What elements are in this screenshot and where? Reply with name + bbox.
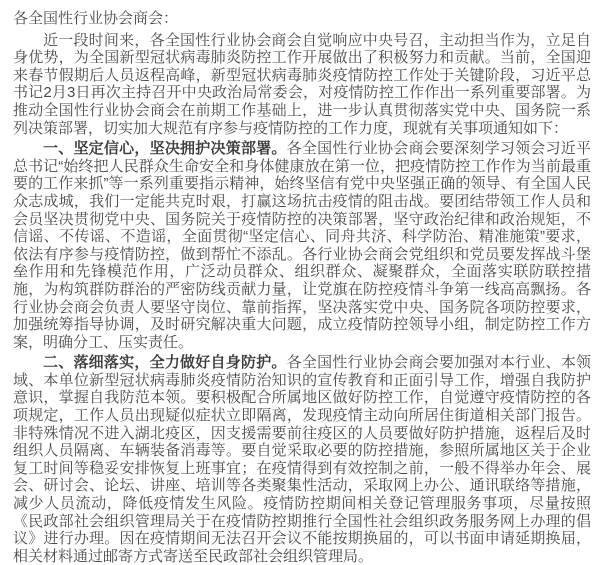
intro-paragraph: 近一段时间来，各全国性行业协会商会自觉响应中央号召，主动担当作为，立足自身优势，为全国新型冠状病毒肺炎防控工作开展做出了积极努力和贡献。当前，全国迎来春节假期后人员返程高峰，新型冠状病毒肺炎疫情防控工作处于关键阶段，习近平总书记2月3日再次主持召开中央政治局常委会，对疫情防控工作作出一系列重要部署。为推动全国性行业协会商会在前期工作基础上，进一步认真贯彻落实党中央、国务院一系列决策部署，切实加大规范有序参与疫情防控的工作力度，现就有关事项通知如下： [13, 31, 591, 137]
section-1-body: 各全国性行业协会商会要深刻学习领会习近平总书记“始终把人民群众生命安全和身体健康放在第一位，把疫情防控工作作为当前最重要的工作来抓”等一系列重要指示精神，始终坚信有党中央坚强正确的领导、有全国人民众志成城，我们一定能共克时艰，打赢这场抗击疫情的阻击战。要团结带领工作人员和会员坚决贯彻党中央、国务院关于疫情防控的决策部署，坚守政治纪律和政治规矩，不信谣、不传谣、不造谣，全面贯彻“坚定信心、同舟共济、科学防治、精准施策”要求，依法有序参与疫情防控，做到帮忙不添乱。各行业协会商会党组织和党员要发挥战斗堡垒作用和先锋模范作用，广泛动员群众、组织群众、凝聚群众，全面落实联防联控措施，为构筑群防群治的严密防线贡献力量，让党旗在防控疫情斗争第一线高高飘扬。各行业协会商会负责人要坚守岗位、靠前指挥，坚决落实党中央、国务院各项防控要求，加强统筹指导协调，及时研究解决重大问题，成立疫情防控领导小组，制定防控工作方案，明确分工、压实责任。 [13, 140, 591, 351]
section-1-paragraph [13, 140, 591, 351]
section-2-body: 各全国性行业协会商会要加强对本行业、本领域、本单位新型冠状病毒肺炎疫情防治知识的宣传教育和正面引导工作，增强自我防护意识，掌握自我防范本领。要积极配合所属地区做好防控工作，自觉遵守疫情防控的各项规定，工作人员出现疑似症状立即隔离，发现疫情主动向所居住街道相关部门报告。非特殊情况不进入湖北疫区，因支援需要前往疫区的人员要做好防护措施，返程后及时组织人员隔离、车辆装备消毒等。要自觉采取必要的防控措施，参照所属地区关于企业复工时间等稳妥安排恢复上班事宜；在疫情得到有效控制之前，一般不得举办年会、展会、研讨会、论坛、讲座、培训等各类聚集性活动，采取网上办公、通讯联络等措施，减少人员流动，降低疫情发生风险。疫情防控期间相关登记管理服务事项，尽量按照《民政部社会组织管理局关于在疫情防控期推行全国性社会组织政务服务网上办理的倡议》进行办理。因在疫情期间无法召开会议不能按期换届的，可以书面申请延期换届，相关材料通过邮寄方式寄送至民政部社会组织管理局。 [13, 354, 591, 565]
section-2-paragraph [13, 354, 591, 565]
salutation-line: 各全国性行业协会商会： [13, 10, 179, 27]
section-1-heading: 一、坚定信心，坚决拥护决策部署。 [43, 140, 287, 158]
section-2-heading: 二、落细落实，全力做好自身防护。 [43, 354, 287, 372]
